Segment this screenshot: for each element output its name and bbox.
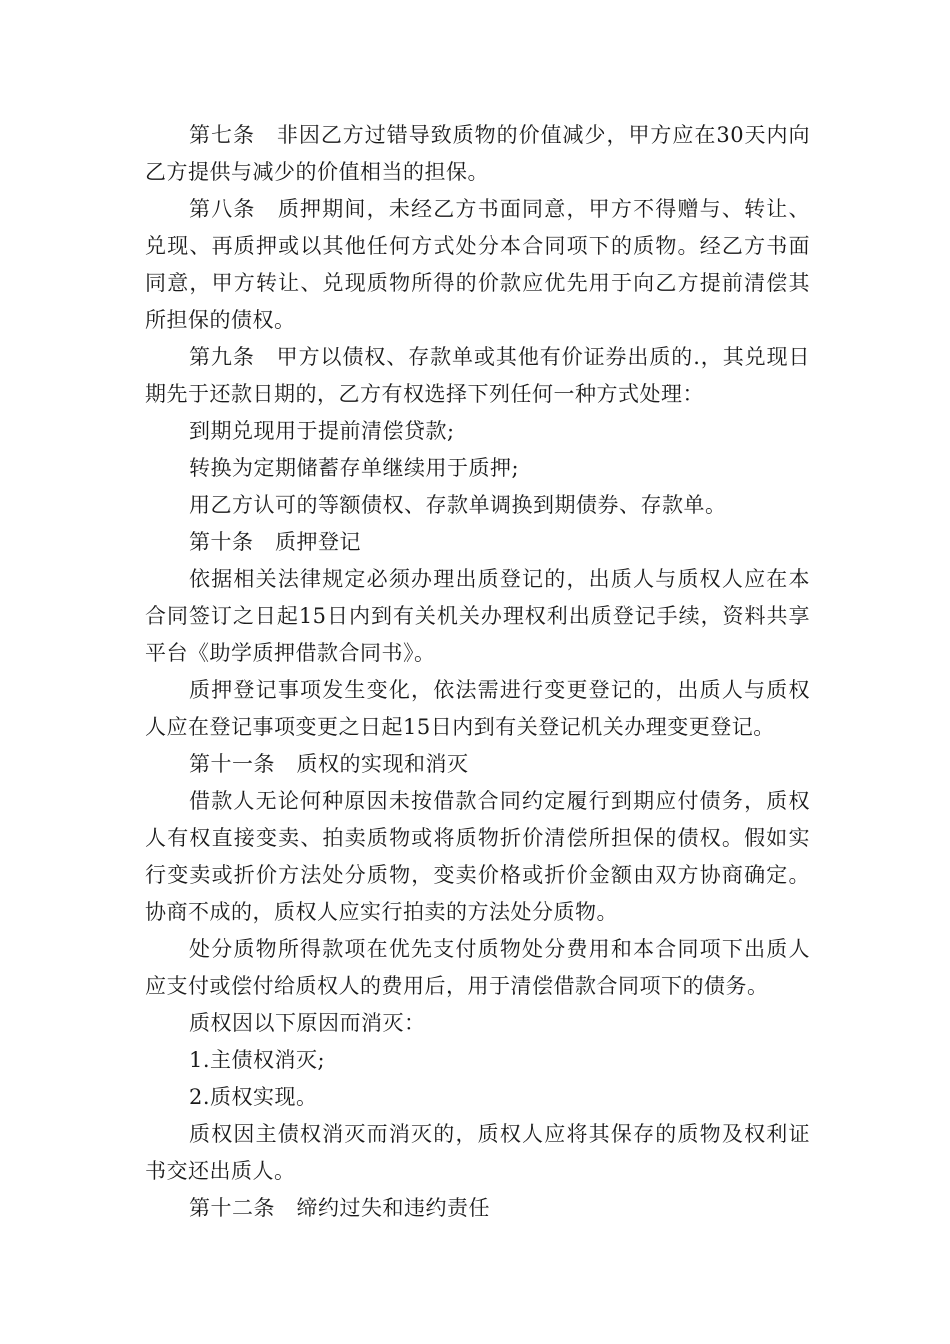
paragraph-article-12-heading: 第十二条 缔约过失和违约责任 xyxy=(189,1196,490,1220)
paragraph-extinction-intro: 质权因以下原因而消灭： xyxy=(189,1011,426,1035)
paragraph-option-1: 到期兑现用于提前清偿贷款; xyxy=(189,419,455,443)
paragraph-registration: 依据相关法律规定必须办理出质登记的，出质人与质权人应在本合同签订之日起15日内到有关机关办理权利出质登记手续，资料共享平台《助学质押借款合同书》。 xyxy=(145,567,810,665)
paragraph-option-2: 转换为定期储蓄存单继续用于质押; xyxy=(189,456,520,480)
paragraph-article-11-heading: 第十一条 质权的实现和消灭 xyxy=(189,752,469,776)
document-body xyxy=(145,117,810,1227)
paragraph-article-7: 第七条 非因乙方过错导致质物的价值减少，甲方应在30天内向乙方提供与减少的价值相当的担保。 xyxy=(145,123,810,184)
paragraph-article-10-heading: 第十条 质押登记 xyxy=(189,530,361,554)
paragraph-article-8: 第八条 质押期间，未经乙方书面同意，甲方不得赠与、转让、兑现、再质押或以其他任何方式处分本合同项下的质物。经乙方书面同意，甲方转让、兑现质物所得的价款应优先用于向乙方提前清偿其所担保的债权。 xyxy=(145,197,810,332)
paragraph-extinction-2: 2.质权实现。 xyxy=(189,1085,318,1109)
paragraph-return-certificate: 质权因主债权消灭而消灭的，质权人应将其保存的质物及权利证书交还出质人。 xyxy=(145,1122,810,1183)
paragraph-option-3: 用乙方认可的等额债权、存款单调换到期债券、存款单。 xyxy=(189,493,727,517)
paragraph-default-handling: 借款人无论何种原因未按借款合同约定履行到期应付债务，质权人有权直接变卖、拍卖质物或将质物折价清偿所担保的债权。假如实行变卖或折价方法处分质物，变卖价格或折价金额由双方协商确定。协商不成的，质权人应实行拍卖的方法处分质物。 xyxy=(145,789,810,924)
paragraph-registration-change: 质押登记事项发生变化，依法需进行变更登记的，出质人与质权人应在登记事项变更之日起15日内到有关登记机关办理变更登记。 xyxy=(145,678,810,739)
paragraph-article-9: 第九条 甲方以债权、存款单或其他有价证券出质的.，其兑现日期先于还款日期的，乙方有权选择下列任何一种方式处理： xyxy=(145,345,810,406)
paragraph-proceeds: 处分质物所得款项在优先支付质物处分费用和本合同项下出质人应支付或偿付给质权人的费用后，用于清偿借款合同项下的债务。 xyxy=(145,937,810,998)
paragraph-extinction-1: 1.主债权消灭; xyxy=(189,1048,326,1072)
